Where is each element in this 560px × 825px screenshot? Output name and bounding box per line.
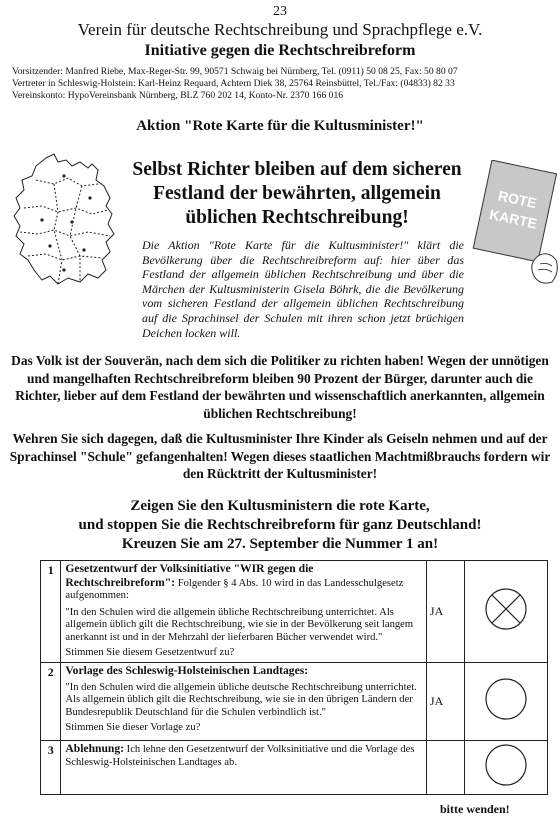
- ballot-title: Vorlage des Schleswig-Holsteinischen Landtages:: [65, 664, 309, 678]
- ballot-quote: "In den Schulen wird die allgemein übliche Rechtschreibung unterrichtet. Als allgemein üblich gilt die Rechtschreibung, wie sie in der Bevölkerung seit langem anerkannt ist und in der Mehrzahl der lieferbaren Bücher verwendet wird.": [65, 606, 414, 643]
- hand-icon: [532, 254, 558, 283]
- ballot-title: Ablehnung:: [65, 742, 125, 756]
- ballot-text: Ich lehne den Gesetzentwurf der Volksinitiative und die Vorlage des Schleswig-Holsteinischen Landtages ab.: [65, 744, 415, 768]
- sovereignty-paragraph: Das Volk ist der Souverän, nach dem sich die Politiker zu richten haben! Wegen der unnötigen und mangelhaften Rechtschreibreform bleiben 90 Prozent der Bürger, darunter auch die Richter, lieber auf dem Festland der bewährten und wissenschaftlich anerkannten, allgemein üblichen Rechtschreibung!: [11, 353, 549, 421]
- empty-circle-icon[interactable]: [483, 742, 529, 788]
- ballot-quote: "In den Schulen wird die allgemein übliche deutsche Rechtschreibung unterrichtet. Als allgemein üblich gilt die Rechtschreibung, wie sie in den übrigen Ländern der Bundesrepublik Deutschland für die Schulen verbindlich ist.": [65, 681, 417, 718]
- crossed-circle-icon[interactable]: [483, 586, 529, 632]
- ballot-number: 3: [41, 741, 61, 795]
- ballot-number: 2: [41, 663, 61, 741]
- org-name: Verein für deutsche Rechtschreibung und Sprachpflege e.V.: [77, 20, 483, 39]
- appeal-block: [0, 497, 560, 554]
- footer-note: bitte wenden!: [440, 802, 510, 816]
- germany-map-illustration: [6, 150, 126, 290]
- campaign-title: Aktion "Rote Karte für die Kultusminister!": [136, 118, 424, 134]
- ballot-row: [41, 561, 548, 663]
- ballot-number: 1: [41, 561, 61, 663]
- vote-option-3[interactable]: [464, 741, 547, 795]
- red-card-line1: ROTE: [496, 187, 539, 212]
- ja-label: JA: [426, 663, 464, 741]
- appeal-line-2: und stoppen Sie die Rechtschreibreform für ganz Deutschland!: [78, 517, 482, 533]
- empty-circle-icon[interactable]: [483, 676, 529, 722]
- vote-option-2[interactable]: [464, 663, 547, 741]
- ballot-subtitle: Folgender § 4 Abs. 10 wird in das Landesschulgesetz aufgenommen:: [65, 577, 404, 602]
- ballot-content: [61, 561, 427, 663]
- resistance-paragraph: Wehren Sie sich dagegen, daß die Kultusminister Ihre Kinder als Geiseln nehmen und auf der Sprachinsel "Schule" gefangenhalten! Wegen dieses staatlichen Machtmißbrauchs fordern wir den Rücktritt der Kultusminister!: [9, 431, 551, 481]
- ballot-title: Gesetzentwurf der Volksinitiative "WIR gegen die Rechtschreibreform":: [65, 562, 314, 589]
- ja-label: JA: [426, 561, 464, 663]
- contact-chairman: Vorsitzender: Manfred Riebe, Max-Reger-Str. 99, 90571 Schwaig bei Nürnberg, Tel. (0911) 50 08 25, Fax: 50 80 07: [12, 66, 458, 77]
- ballot-table: [40, 560, 548, 795]
- intro-text: Die Aktion "Rote Karte für die Kultusminister!" klärt die Bevölkerung über die Rechtschreibreform auf: hier über das Festland der allgemein üblichen Rechtschreibung und über die Märchen der Kultusministerin Gisela Böhrk, die die Bevölkerung vom sicheren Festland der allgemein üblichen Rechtschreibung auf die Sprachinsel der Schulen mit ihren schon jetzt brüchigen Deichen locken will.: [142, 238, 464, 340]
- headline: Selbst Richter bleiben auf dem sicheren Festland der bewährten, allgemein üblichen Rechtschreibung!: [132, 159, 462, 228]
- initiative-title: Initiative gegen die Rechtschreibreform: [144, 42, 416, 59]
- ballot-question: Stimmen Sie diesem Gesetzentwurf zu?: [65, 646, 235, 658]
- contact-representative: Vertreter in Schleswig-Holstein: Karl-Heinz Requard, Achtern Diek 38, 25764 Reinsbüttel, Tel./Fax: (04833) 82 33: [12, 78, 455, 89]
- ballot-row: [41, 741, 548, 795]
- page-number: 23: [273, 4, 287, 19]
- contact-bank-account: Vereinskonto: HypoVereinsbank Nürnberg, BLZ 760 202 14, Konto-Nr. 2370 166 016: [12, 90, 344, 101]
- ballot-content: [61, 663, 427, 741]
- ballot-content: [61, 741, 427, 795]
- appeal-line-1: Zeigen Sie den Kultusministern die rote Karte,: [130, 498, 430, 514]
- appeal-line-3: Kreuzen Sie am 27. September die Nummer 1 an!: [121, 536, 439, 552]
- vote-option-1[interactable]: [464, 561, 547, 663]
- red-card-illustration: [468, 160, 560, 288]
- ballot-question: Stimmen Sie dieser Vorlage zu?: [65, 721, 201, 733]
- ja-cell-empty: [426, 741, 464, 795]
- ballot-row: [41, 663, 548, 741]
- red-card-line2: KARTE: [487, 205, 539, 232]
